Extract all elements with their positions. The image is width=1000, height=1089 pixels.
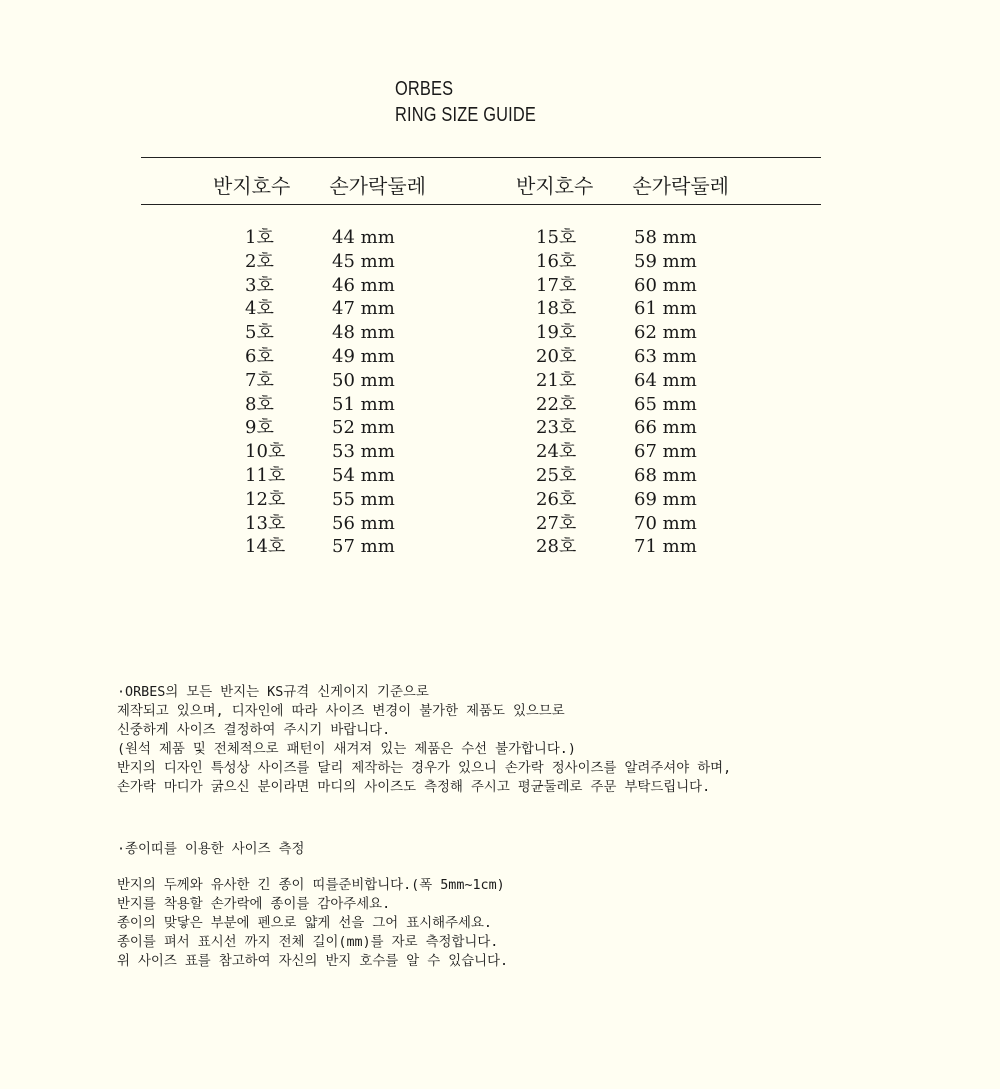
table-header-right [516, 170, 729, 199]
size-column-left [245, 226, 395, 559]
circumference-value: 55 mm [332, 488, 395, 510]
table-row [536, 440, 697, 464]
ring-size-value: 18호 [536, 298, 577, 320]
paper-method-title: ·종이띠를 이용한 사이즈 측정 [117, 842, 305, 857]
table-row [245, 297, 395, 321]
text-line: 반지를 착용할 손가락에 종이를 감아주세요. [117, 897, 391, 912]
table-row [536, 488, 697, 512]
circumference-value: 52 mm [332, 417, 395, 439]
circumference-value: 50 mm [332, 369, 395, 391]
circumference-value: 60 mm [634, 274, 697, 296]
header-ring-size: 반지호수 [516, 174, 594, 198]
table-row [245, 250, 395, 274]
ring-size-value: 8호 [245, 393, 274, 415]
ring-size-value: 26호 [536, 488, 577, 510]
header-ring-size: 반지호수 [213, 174, 291, 198]
ring-size-value: 16호 [536, 250, 577, 272]
table-row [536, 512, 697, 536]
table-row [245, 440, 395, 464]
table-row [536, 393, 697, 417]
text-line: 위 사이즈 표를 참고하여 자신의 반지 호수를 알 수 있습니다. [117, 954, 509, 969]
table-row [245, 321, 395, 345]
table-row [245, 535, 395, 559]
header-circumference: 손가락둘레 [329, 174, 426, 198]
circumference-value: 65 mm [634, 393, 697, 415]
ring-size-value: 21호 [536, 369, 577, 391]
guide-subtitle: RING SIZE GUIDE [395, 104, 536, 126]
text-line: 제작되고 있으며, 디자인에 따라 사이즈 변경이 불가한 제품도 있으므로 [117, 704, 565, 719]
ring-size-value: 23호 [536, 417, 577, 439]
table-top-rule [141, 157, 821, 158]
circumference-value: 54 mm [332, 464, 395, 486]
ring-size-value: 1호 [245, 227, 274, 248]
ring-size-value: 15호 [536, 227, 577, 248]
ring-size-value: 19호 [536, 322, 577, 344]
text-line: ·ORBES의 모든 반지는 KS규격 신게이지 기준으로 [117, 685, 429, 700]
table-row [245, 274, 395, 298]
ring-size-value: 12호 [245, 488, 286, 510]
circumference-value: 53 mm [332, 441, 395, 463]
table-row [536, 297, 697, 321]
table-row [245, 416, 395, 440]
ring-size-value: 14호 [245, 536, 286, 558]
circumference-value: 67 mm [634, 441, 697, 463]
table-row [536, 345, 697, 369]
ring-size-value: 28호 [536, 536, 577, 558]
ring-size-value: 24호 [536, 441, 577, 463]
ring-size-value: 2호 [245, 250, 274, 272]
ring-size-value: 13호 [245, 512, 286, 534]
circumference-value: 44 mm [332, 227, 395, 248]
size-notes [117, 683, 731, 797]
text-line: 손가락 마디가 굵으신 분이라면 마디의 사이즈도 측정해 주시고 평균둘레로 주문 부탁드립니다. [117, 780, 711, 795]
text-line: 반지의 디자인 특성상 사이즈를 달리 제작하는 경우가 있으니 손가락 정사이즈를 알려주셔야 하며, [117, 761, 732, 776]
text-line: 종이를 펴서 표시선 까지 전체 길이(mm)를 자로 측정합니다. [117, 935, 499, 950]
ring-size-value: 10호 [245, 441, 286, 463]
table-row [245, 488, 395, 512]
circumference-value: 49 mm [332, 345, 395, 367]
table-header-rule [141, 204, 821, 205]
ring-size-value: 22호 [536, 393, 577, 415]
ring-size-value: 11호 [245, 464, 286, 486]
size-column-right [536, 226, 697, 559]
table-row [536, 226, 697, 250]
paper-method-steps [117, 876, 508, 971]
table-row [245, 512, 395, 536]
table-row [245, 345, 395, 369]
brand-name: ORBES [395, 78, 454, 100]
circumference-value: 70 mm [634, 512, 697, 534]
ring-size-value: 17호 [536, 274, 577, 296]
circumference-value: 47 mm [332, 298, 395, 320]
table-row [536, 250, 697, 274]
ring-size-value: 20호 [536, 345, 577, 367]
circumference-value: 64 mm [634, 369, 697, 391]
circumference-value: 57 mm [332, 536, 395, 558]
ring-size-value: 4호 [245, 298, 274, 320]
table-row [245, 393, 395, 417]
table-row [245, 369, 395, 393]
circumference-value: 71 mm [634, 536, 697, 558]
circumference-value: 56 mm [332, 512, 395, 534]
ring-size-value: 27호 [536, 512, 577, 534]
circumference-value: 68 mm [634, 464, 697, 486]
table-row [536, 369, 697, 393]
table-row [536, 274, 697, 298]
ring-size-value: 7호 [245, 369, 274, 391]
ring-size-value: 6호 [245, 345, 274, 367]
circumference-value: 45 mm [332, 250, 395, 272]
ring-size-value: 3호 [245, 274, 274, 296]
ring-size-value: 5호 [245, 322, 274, 344]
circumference-value: 69 mm [634, 488, 697, 510]
circumference-value: 66 mm [634, 417, 697, 439]
ring-size-value: 9호 [245, 417, 274, 439]
text-line: 반지의 두께와 유사한 긴 종이 띠를준비합니다.(폭 5mm~1cm) [117, 878, 505, 893]
guide-title [395, 76, 536, 128]
circumference-value: 61 mm [634, 298, 697, 320]
text-line: 신중하게 사이즈 결정하여 주시기 바랍니다. [117, 723, 391, 738]
table-row [245, 226, 395, 250]
table-row [536, 464, 697, 488]
table-row [536, 535, 697, 559]
circumference-value: 59 mm [634, 250, 697, 272]
table-row [536, 321, 697, 345]
circumference-value: 63 mm [634, 345, 697, 367]
table-row [245, 464, 395, 488]
circumference-value: 48 mm [332, 322, 395, 344]
circumference-value: 46 mm [332, 274, 395, 296]
text-line: (원석 제품 및 전체적으로 패턴이 새겨져 있는 제품은 수선 불가합니다.) [117, 742, 576, 757]
circumference-value: 62 mm [634, 322, 697, 344]
circumference-value: 51 mm [332, 393, 395, 415]
text-line: 종이의 맞닿은 부분에 펜으로 얇게 선을 그어 표시해주세요. [117, 916, 492, 931]
table-header-left [213, 170, 426, 199]
ring-size-value: 25호 [536, 464, 577, 486]
header-circumference: 손가락둘레 [632, 174, 729, 198]
table-row [536, 416, 697, 440]
circumference-value: 58 mm [634, 227, 697, 248]
